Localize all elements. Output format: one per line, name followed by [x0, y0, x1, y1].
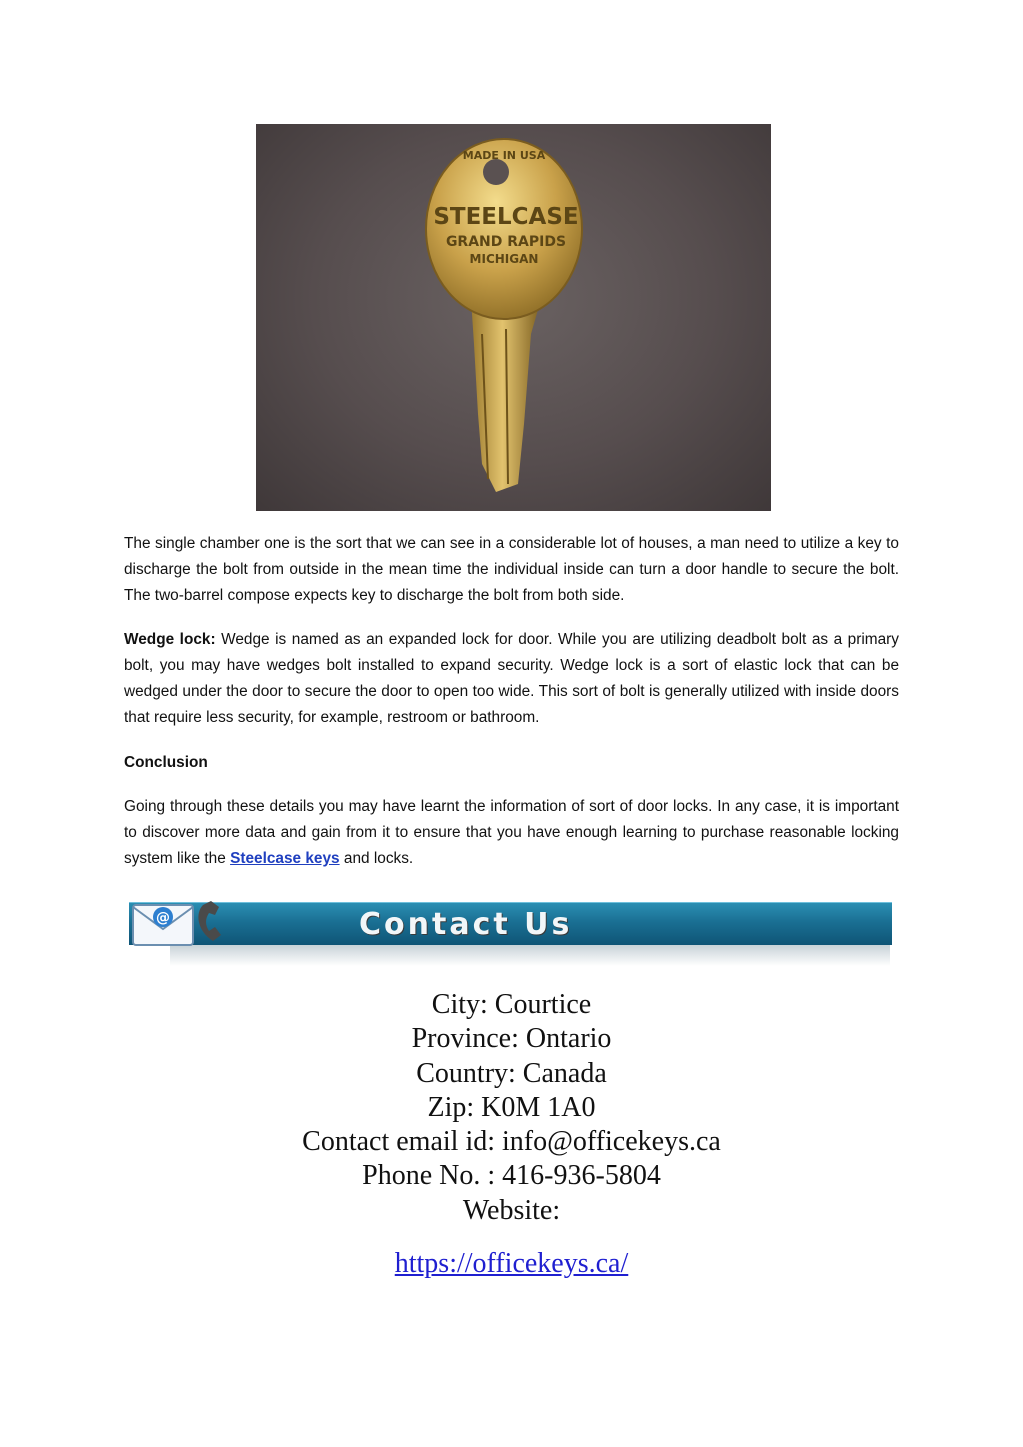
paragraph-conclusion [124, 794, 899, 872]
svg-text:@: @ [156, 910, 170, 926]
steelcase-keys-link[interactable]: Steelcase keys [230, 850, 340, 867]
wedge-lock-text: Wedge is named as an expanded lock for door. While you are utilizing deadbolt bolt as a primary bolt, you may have wedges bolt installed to expand security. Wedge lock is a sort of elastic lock that can be wedged under the door to secure the door to open too wide. This sort of bolt is generally utilized with inside doors that require less security, for example, restroom or bathroom. [124, 631, 899, 726]
engraving-made-in-usa: MADE IN USA [462, 149, 546, 162]
steelcase-key-image [256, 124, 771, 511]
contact-phone: Phone No. : 416-936-5804 [362, 1160, 661, 1192]
wedge-lock-label: Wedge lock: [124, 631, 216, 648]
engraving-michigan: MICHIGAN [469, 252, 539, 266]
key-photo [256, 124, 771, 511]
conclusion-text-after: and locks. [339, 850, 414, 867]
website-link[interactable]: https://officekeys.ca/ [394, 1248, 629, 1279]
conclusion-heading: Conclusion [124, 754, 208, 771]
contact-province: Province: Ontario [411, 1023, 612, 1055]
contact-email: Contact email id: info@officekeys.ca [302, 1126, 721, 1158]
banner-reflection [170, 944, 890, 966]
engraving-steelcase: STEELCASE [433, 204, 579, 230]
paragraph-wedge-lock [124, 627, 899, 731]
conclusion-text-before: Going through these details you may have learnt the information of sort of door locks. In any case, it is important to discover more data and gain from it to ensure that you have enough learning to purchase reasonable locking system like the [124, 798, 899, 867]
contact-zip: Zip: K0M 1A0 [427, 1091, 596, 1123]
engraving-grand-rapids: GRAND RAPIDS [445, 234, 567, 250]
contact-country: Country: Canada [416, 1057, 607, 1089]
email-phone-icon [125, 895, 235, 953]
paragraph-single-chamber: The single chamber one is the sort that we can see in a considerable lot of houses, a man need to utilize a key to discharge the bolt from outside in the mean time the individual inside can turn a door handle to secure the bolt. The two-barrel compose expects key to discharge the bolt from both side. [124, 535, 899, 604]
contact-city: City: Courtice [431, 989, 592, 1020]
contact-us-banner [129, 902, 892, 945]
contact-details [0, 988, 1023, 1228]
contact-website-label: Website: [462, 1194, 561, 1226]
contact-us-title: Contact Us [359, 907, 573, 942]
